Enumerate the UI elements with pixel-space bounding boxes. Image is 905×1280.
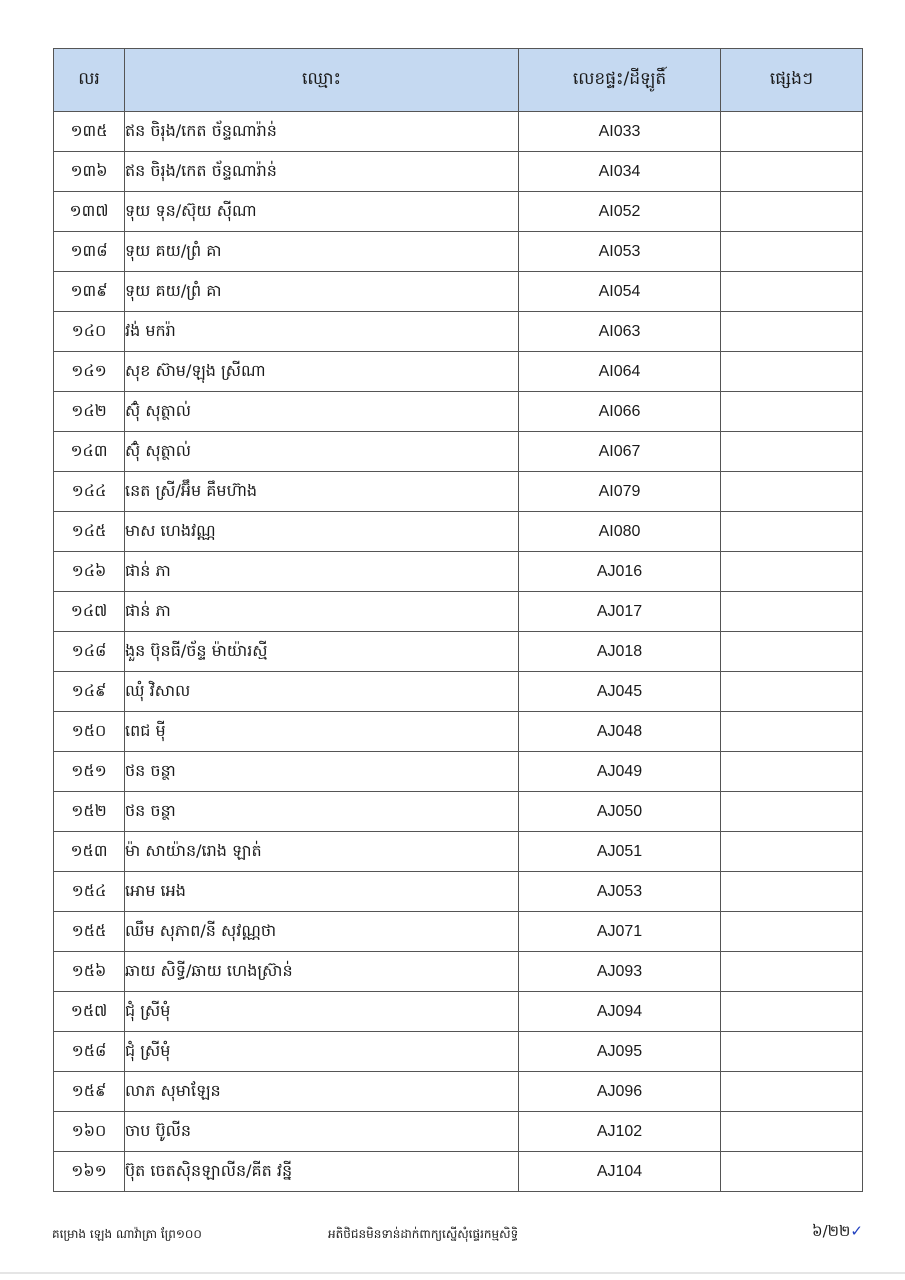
footer-project: គម្រោង ឡេង ណាវ៉ាត្រា ព្រែ១០០ [52,1227,202,1241]
house-lot-number: AJ053 [519,872,721,912]
row-number: ១៥៦ [54,952,125,992]
other-note [721,632,863,672]
row-number: ១៥៨ [54,1032,125,1072]
other-note [721,432,863,472]
table-header-row [54,49,863,112]
customer-name: មាស ហេងវណ្ណ [125,512,519,552]
other-note [721,192,863,232]
table-row [54,592,863,632]
table-row [54,432,863,472]
house-lot-number: AI054 [519,272,721,312]
customer-name: ផាន់ ភា [125,592,519,632]
table-row [54,992,863,1032]
house-lot-number: AJ017 [519,592,721,632]
row-number: ១៦១ [54,1152,125,1192]
other-note [721,872,863,912]
table-row [54,312,863,352]
row-number: ១៥៤ [54,872,125,912]
row-number: ១៥៩ [54,1072,125,1112]
customer-name: នេត ស្រី/អ៊ឹម គឹមហ៊ាង [125,472,519,512]
row-number: ១៤៣ [54,432,125,472]
customer-name: ជុំ ស្រីមុំ [125,1032,519,1072]
other-note [721,392,863,432]
table-row [54,192,863,232]
table-row [54,152,863,192]
table-row [54,1032,863,1072]
other-note [721,1152,863,1192]
table-row [54,272,863,312]
customer-name: ស៊ុំ សុត្ថាល់ [125,432,519,472]
other-note [721,552,863,592]
house-lot-number: AI079 [519,472,721,512]
house-lot-number: AJ096 [519,1072,721,1112]
row-number: ១៣៥ [54,112,125,152]
page-footer [0,1222,905,1252]
row-number: ១៣៦ [54,152,125,192]
house-lot-number: AI034 [519,152,721,192]
customer-name: ពេជ មុី [125,712,519,752]
other-note [721,592,863,632]
house-lot-number: AI052 [519,192,721,232]
row-number: ១៤២ [54,392,125,432]
other-note [721,232,863,272]
house-lot-number: AJ016 [519,552,721,592]
row-number: ១៥០ [54,712,125,752]
customer-name: វង់ មករ៉ា [125,312,519,352]
customer-name: ទុយ គយ/ព្រំ គា [125,232,519,272]
house-lot-number: AJ095 [519,1032,721,1072]
row-number: ១៤០ [54,312,125,352]
table-row [54,912,863,952]
table-row [54,792,863,832]
table-row [54,632,863,672]
row-number: ១៤៦ [54,552,125,592]
other-note [721,272,863,312]
row-number: ១៥១ [54,752,125,792]
house-lot-number: AI033 [519,112,721,152]
bottom-divider [0,1272,905,1274]
house-lot-number: AJ094 [519,992,721,1032]
row-number: ១៤១ [54,352,125,392]
table-row [54,752,863,792]
table-row [54,352,863,392]
table-row [54,872,863,912]
header-house-lot: លេខផ្ទះ/ដីឡូតិ៍ [519,49,721,112]
other-note [721,512,863,552]
other-note [721,712,863,752]
customer-name: ប៊ុត ចេតស៊ិនឡាលីន/គីត វន្នី [125,1152,519,1192]
house-lot-number: AI063 [519,312,721,352]
page-number-text: ៦/២២ [812,1222,851,1240]
table-row [54,232,863,272]
other-note [721,152,863,192]
other-note [721,792,863,832]
house-lot-number: AJ102 [519,1112,721,1152]
table-row [54,672,863,712]
other-note [721,832,863,872]
house-lot-number: AJ051 [519,832,721,872]
customer-name: សុខ ស៊ាម/ឡុង ស្រីណា [125,352,519,392]
header-no: លរ [54,49,125,112]
customer-name: ងួន ប៊ុនធី/ច័ន្ទ ម៉ាយ៉ារស្មី [125,632,519,672]
checkmark-icon: ✓ [850,1222,863,1240]
other-note [721,352,863,392]
row-number: ១៥៥ [54,912,125,952]
header-name: ឈ្មោះ [125,49,519,112]
other-note [721,1072,863,1112]
house-lot-number: AJ018 [519,632,721,672]
customer-name: ទុយ ទុន/ស៊ុយ ស៊ីណា [125,192,519,232]
customer-name: ទុយ គយ/ព្រំ គា [125,272,519,312]
customer-name: ឈុំ វិសាល [125,672,519,712]
customer-name: ឥន ចិរុង/កេត ច័ន្ទណារ៉ាន់ [125,112,519,152]
customer-name: ផាន់ ភា [125,552,519,592]
customer-name: ឥន ចិរុង/កេត ច័ន្ទណារ៉ាន់ [125,152,519,192]
other-note [721,1032,863,1072]
other-note [721,992,863,1032]
page-number [812,1222,863,1244]
other-note [721,672,863,712]
house-lot-number: AJ093 [519,952,721,992]
row-number: ១៤៨ [54,632,125,672]
row-number: ១៥២ [54,792,125,832]
row-number: ១៤៤ [54,472,125,512]
table-row [54,472,863,512]
house-lot-number: AI064 [519,352,721,392]
customer-name: ម៉ា សាយ៉ាន/រោង ឡាត់ [125,832,519,872]
row-number: ១៣៨ [54,232,125,272]
house-lot-number: AJ050 [519,792,721,832]
row-number: ១៤៥ [54,512,125,552]
table-row [54,552,863,592]
row-number: ១៣៩ [54,272,125,312]
table-row [54,112,863,152]
row-number: ១៣៧ [54,192,125,232]
house-lot-number: AJ104 [519,1152,721,1192]
header-other: ផ្សេងៗ [721,49,863,112]
table-row [54,1112,863,1152]
footer-title: អតិថិជនមិនទាន់ដាក់ពាក្យស្នើសុំផ្ទេរកម្មសិទ្ធិ [328,1227,519,1241]
row-number: ១៤៧ [54,592,125,632]
other-note [721,112,863,152]
table-row [54,392,863,432]
table-row [54,1072,863,1112]
customer-name: ជុំ ស្រីមុំ [125,992,519,1032]
table-row [54,952,863,992]
customer-table [53,48,863,1192]
house-lot-number: AJ049 [519,752,721,792]
other-note [721,1112,863,1152]
house-lot-number: AI080 [519,512,721,552]
customer-name: ស៊ុំ សុត្ថាល់ [125,392,519,432]
customer-name: ឆាយ សិទ្ធី/ឆាយ ហេងស្រ៊ាន់ [125,952,519,992]
other-note [721,752,863,792]
house-lot-number: AJ071 [519,912,721,952]
other-note [721,472,863,512]
customer-name: ថន ចន្ថា [125,752,519,792]
table-row [54,832,863,872]
house-lot-number: AI053 [519,232,721,272]
row-number: ១៥៣ [54,832,125,872]
house-lot-number: AI066 [519,392,721,432]
customer-name: អោម អេង [125,872,519,912]
table-body [54,112,863,1192]
table-row [54,1152,863,1192]
row-number: ១៤៩ [54,672,125,712]
other-note [721,312,863,352]
other-note [721,952,863,992]
row-number: ១៦០ [54,1112,125,1152]
house-lot-number: AJ045 [519,672,721,712]
customer-name: ឈឹម សុភាព/នី សុវណ្ណថា [125,912,519,952]
table-row [54,512,863,552]
customer-name: ថន ចន្ថា [125,792,519,832]
table-row [54,712,863,752]
row-number: ១៥៧ [54,992,125,1032]
house-lot-number: AI067 [519,432,721,472]
house-lot-number: AJ048 [519,712,721,752]
customer-name: លាភ សុមាឡែន [125,1072,519,1112]
customer-name: ចាប ប៊ូលីន [125,1112,519,1152]
other-note [721,912,863,952]
